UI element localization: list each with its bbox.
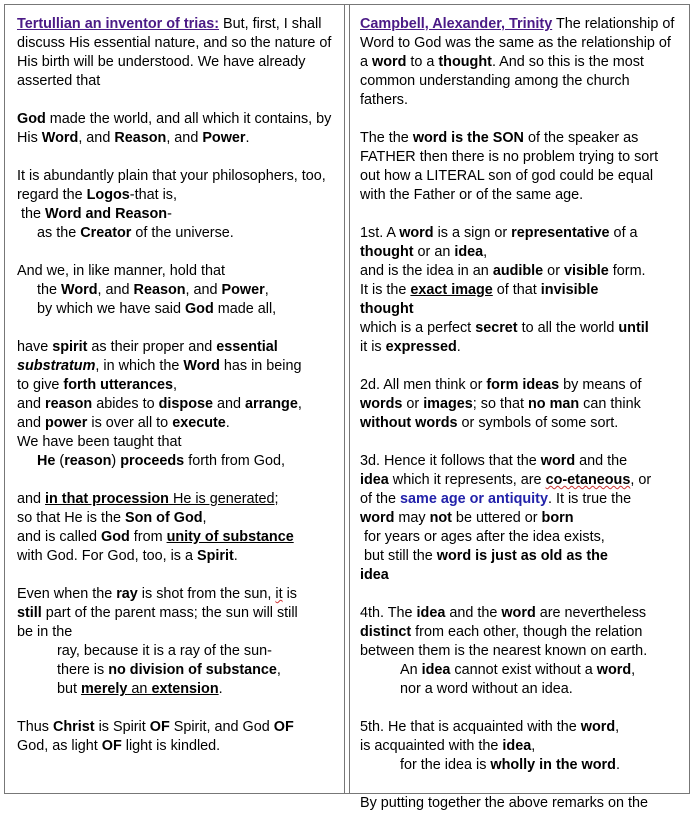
left-paragraph-7: Even when the ray is shot from the sun, it is still part of the parent mass; the sun will still be in the ray, because it is a ray of the sun- there is no division of substance, but merely an extension. <box>17 586 298 697</box>
left-column <box>5 5 345 793</box>
left-paragraph-1: Tertullian an inventor of trias: But, first, I shall discuss His essential nature, and so the nature of His birth will be understood. We have already asserted that <box>17 16 332 89</box>
right-paragraph-4: 2d. All men think or form ideas by means of words or images; so that no man can think without words or symbols of some sort. <box>360 377 642 431</box>
document-table <box>4 4 690 811</box>
left-paragraph-8: Thus Christ is Spirit OF Spirit, and God OF God, as light OF light is kindled. <box>17 719 294 754</box>
left-paragraph-4: And we, in like manner, hold that the Word, and Reason, and Power, by which we have said God made all, <box>17 263 277 317</box>
right-paragraph-6: 4th. The idea and the word are nevertheless distinct from each other, though the relation between them is the nearest known on earth. An idea cannot exist without a word, nor a word without an idea. <box>360 605 648 697</box>
right-paragraph-5: 3d. Hence it follows that the word and the idea which it represents, are co-etaneous, or of the same age or antiquity. It is true the word may not be uttered or born for years or ages after the idea exists, but still the word is just as old as the idea <box>360 453 652 583</box>
left-paragraph-5: have spirit as their proper and essential substratum, in which the Word has in being to give forth utterances, and reason abides to dispose and arrange, and power is over all to execute. We have been taught that He (reason) proceeds forth from God, <box>17 339 302 469</box>
left-paragraph-2: God made the world, and all which it contains, by His Word, and Reason, and Power. <box>17 111 332 146</box>
right-paragraph-8: By putting together the above remarks on the <box>360 795 648 811</box>
left-paragraph-3: It is abundantly plain that your philosophers, too, regard the Logos-that is, the Word and Reason- as the Creator of the universe. <box>17 168 326 241</box>
right-paragraph-2: The the word is the SON of the speaker as FATHER then there is no problem trying to sort out how a LITERAL son of god could be equal with the Father or of the same age. <box>360 130 659 203</box>
right-paragraph-7: 5th. He that is acquainted with the word, is acquainted with the idea, for the idea is wholly in the word. <box>360 719 620 773</box>
right-column <box>349 5 689 811</box>
left-paragraph-6: and in that procession He is generated; so that He is the Son of God, and is called God from unity of substance with God. For God, too, is a Spirit. <box>17 491 294 564</box>
right-paragraph-3: 1st. A word is a sign or representative of a thought or an idea, and is the idea in an audible or visible form. It is the exact image of that invisible thought which is a perfect secret to all the world until it is expressed. <box>360 225 649 355</box>
left-heading: Tertullian an inventor of trias: <box>17 16 220 32</box>
right-paragraph-1: Campbell, Alexander, Trinity The relationship of Word to God was the same as the relationship of a word to a thought. And so this is the most common understanding among the church fathers. <box>360 16 675 108</box>
right-heading: Campbell, Alexander, Trinity <box>360 16 553 32</box>
